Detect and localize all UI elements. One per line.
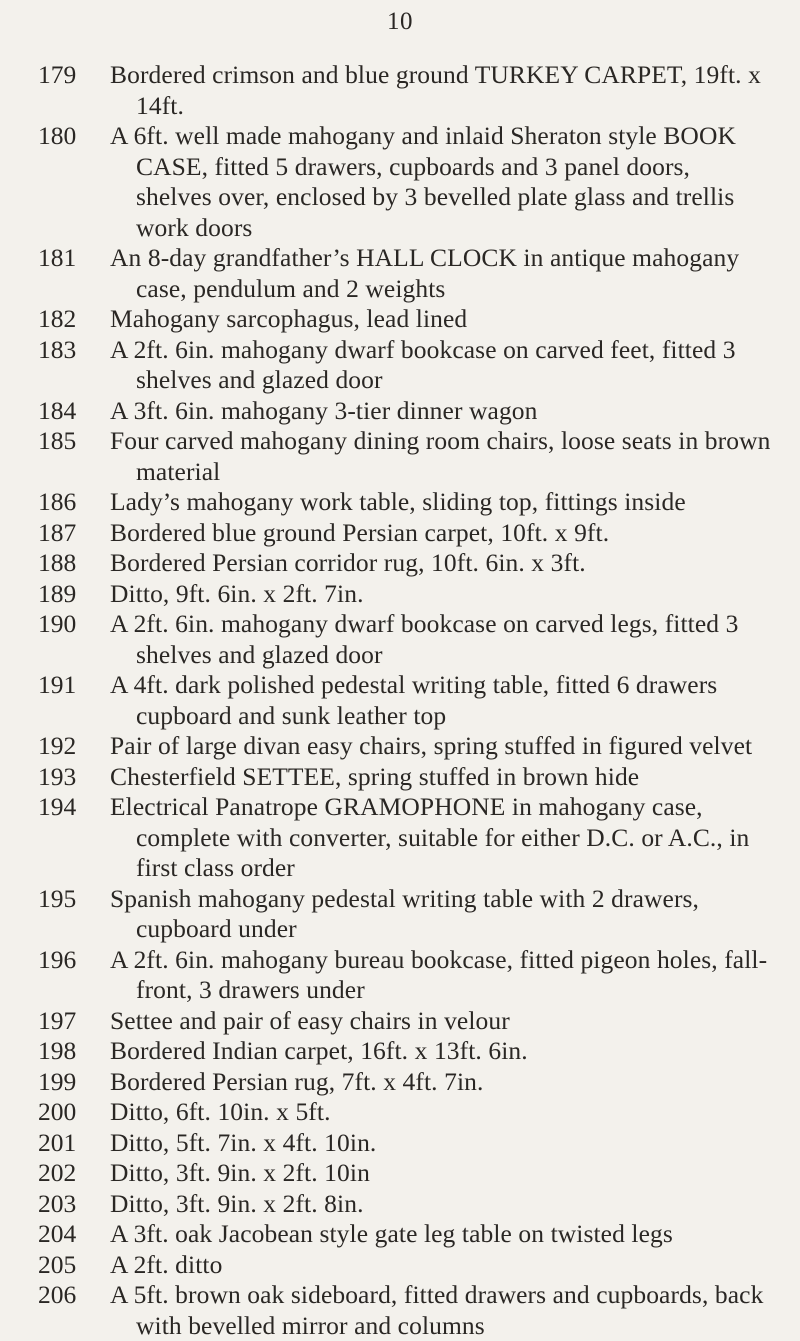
lot-entry	[0, 609, 800, 670]
lot-number: 199	[38, 1066, 77, 1096]
lot-number: 205	[38, 1249, 77, 1279]
lot-description: Ditto, 5ft. 7in. x 4ft. 10in.	[110, 1127, 377, 1157]
lot-number: 196	[38, 944, 77, 974]
lot-number: 200	[38, 1097, 77, 1126]
lot-description: Lady’s mahogany work table, sliding top, fittings inside	[110, 487, 686, 516]
lot-number: 198	[38, 1036, 77, 1065]
lot-entry	[0, 1280, 800, 1341]
page-number: 10	[387, 8, 413, 35]
lot-description: A 4ft. dark polished pedestal writing table, fitted 6 drawers cupboard and sunk leather top	[110, 670, 718, 730]
lot-entry	[0, 548, 800, 579]
lot-entry	[0, 60, 800, 121]
lot-description: Electrical Panatrope GRAMOPHONE in mahogany case, complete with converter, suitable for either D.C. or A.C., in first class order	[110, 792, 750, 882]
lot-number: 192	[38, 731, 77, 760]
lot-description: A 2ft. 6in. mahogany bureau bookcase, fitted pigeon holes, fall-front, 3 drawers under	[110, 944, 768, 1004]
lot-number: 183	[38, 334, 77, 364]
lot-entry	[0, 792, 800, 884]
lot-entry	[0, 762, 800, 793]
lot-entry	[0, 1128, 800, 1159]
lot-description: A 2ft. 6in. mahogany dwarf bookcase on carved legs, fitted 3 shelves and glazed door	[110, 609, 739, 669]
lot-number: 194	[38, 792, 77, 821]
lot-list	[0, 60, 800, 1341]
lot-description: Bordered blue ground Persian carpet, 10ft. x 9ft.	[110, 517, 610, 547]
lot-entry	[0, 121, 800, 243]
lot-entry	[0, 1036, 800, 1067]
lot-entry	[0, 304, 800, 335]
lot-number: 188	[38, 548, 77, 577]
lot-description: Ditto, 6ft. 10in. x 5ft.	[110, 1097, 331, 1126]
lot-number: 186	[38, 487, 77, 516]
lot-number: 189	[38, 578, 77, 608]
lot-number: 184	[38, 395, 77, 425]
lot-number: 201	[38, 1127, 77, 1157]
lot-entry	[0, 518, 800, 549]
lot-number: 180	[38, 121, 77, 150]
lot-entry	[0, 579, 800, 610]
lot-entry	[0, 335, 800, 396]
lot-description: Spanish mahogany pedestal writing table with 2 drawers, cupboard under	[110, 883, 700, 943]
lot-description: Bordered Indian carpet, 16ft. x 13ft. 6in.	[110, 1036, 528, 1065]
lot-number: 193	[38, 761, 77, 791]
lot-entry	[0, 1189, 800, 1220]
lot-entry	[0, 731, 800, 762]
lot-number: 203	[38, 1188, 77, 1218]
lot-entry	[0, 1219, 800, 1250]
lot-entry	[0, 1158, 800, 1189]
lot-entry	[0, 426, 800, 487]
lot-number: 195	[38, 883, 77, 913]
lot-entry	[0, 1067, 800, 1098]
lot-description: Chesterfield SETTEE, spring stuffed in brown hide	[110, 761, 640, 791]
lot-description: Bordered crimson and blue ground TURKEY CARPET, 19ft. x 14ft.	[110, 60, 761, 120]
lot-number: 190	[38, 609, 77, 638]
lot-entry	[0, 487, 800, 518]
lot-number: 204	[38, 1219, 77, 1248]
lot-description: A 5ft. brown oak sideboard, fitted drawers and cupboards, back with bevelled mirror and columns	[110, 1280, 764, 1340]
lot-number: 206	[38, 1280, 77, 1309]
lot-description: A 2ft. 6in. mahogany dwarf bookcase on carved feet, fitted 3 shelves and glazed door	[110, 334, 736, 394]
lot-entry	[0, 243, 800, 304]
lot-description: A 3ft. 6in. mahogany 3-tier dinner wagon	[110, 395, 538, 425]
lot-description: Ditto, 3ft. 9in. x 2ft. 8in.	[110, 1188, 364, 1218]
lot-description: Settee and pair of easy chairs in velour	[110, 1005, 510, 1035]
lot-number: 202	[38, 1158, 77, 1187]
lot-number: 191	[38, 670, 77, 699]
lot-description: A 3ft. oak Jacobean style gate leg table on twisted legs	[110, 1219, 673, 1248]
lot-entry	[0, 945, 800, 1006]
lot-description: An 8-day grandfather’s HALL CLOCK in antique mahogany case, pendulum and 2 weights	[110, 243, 740, 303]
lot-description: Four carved mahogany dining room chairs, loose seats in brown material	[110, 426, 771, 486]
lot-number: 197	[38, 1005, 77, 1035]
lot-description: A 2ft. ditto	[110, 1249, 223, 1279]
lot-entry	[0, 884, 800, 945]
lot-description: Bordered Persian rug, 7ft. x 4ft. 7in.	[110, 1066, 484, 1096]
lot-entry	[0, 1250, 800, 1281]
lot-number: 182	[38, 304, 77, 333]
lot-number: 185	[38, 426, 77, 455]
lot-description: Ditto, 9ft. 6in. x 2ft. 7in.	[110, 578, 364, 608]
lot-description: A 6ft. well made mahogany and inlaid Sheraton style BOOK CASE, fitted 5 drawers, cupboards and 3 panel doors, shelves over, enclosed by 3 bevelled plate glass and trellis work doors	[110, 121, 736, 242]
lot-entry	[0, 1097, 800, 1128]
lot-entry	[0, 1006, 800, 1037]
lot-description: Pair of large divan easy chairs, spring stuffed in figured velvet	[110, 731, 753, 760]
lot-entry	[0, 396, 800, 427]
lot-number: 187	[38, 517, 77, 547]
lot-description: Mahogany sarcophagus, lead lined	[110, 304, 468, 333]
lot-number: 181	[38, 243, 77, 272]
lot-entry	[0, 670, 800, 731]
lot-description: Ditto, 3ft. 9in. x 2ft. 10in	[110, 1158, 370, 1187]
lot-description: Bordered Persian corridor rug, 10ft. 6in. x 3ft.	[110, 548, 586, 577]
lot-number: 179	[38, 60, 77, 89]
